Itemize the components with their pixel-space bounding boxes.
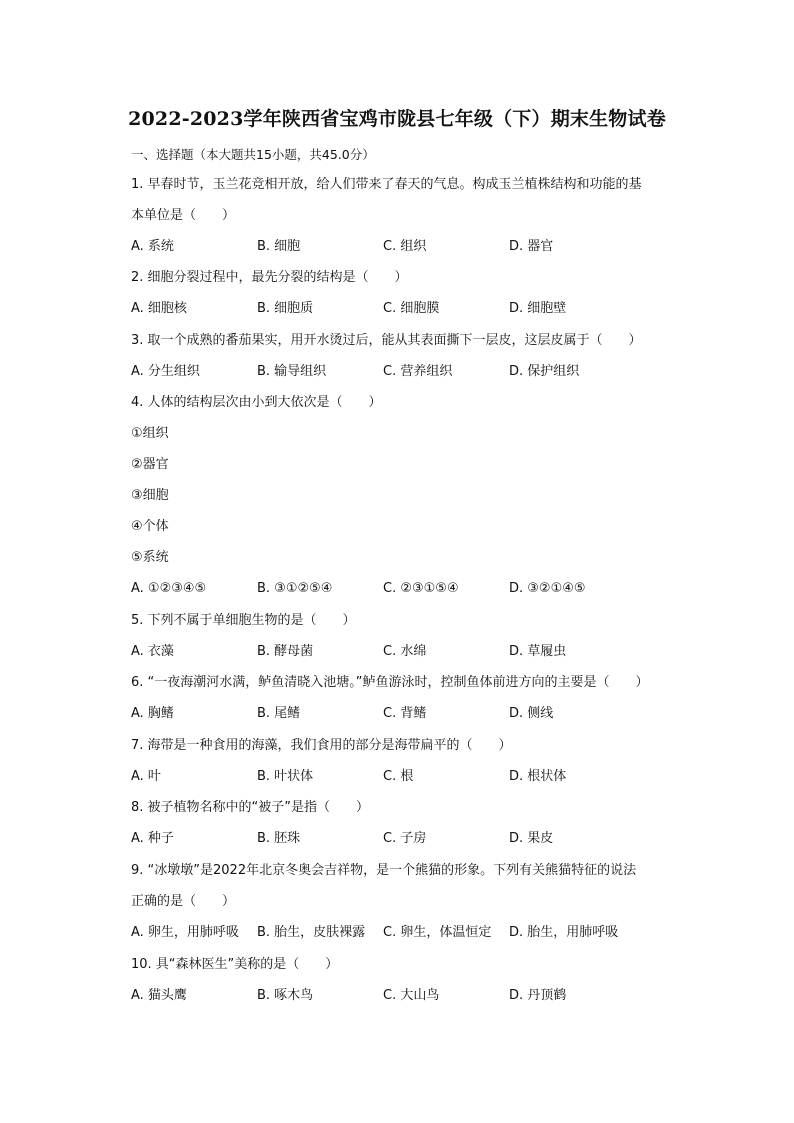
question-9-line-1: 9. “冰墩墩”是2022年北京冬奥会吉祥物，是一个熊猫的形象。下列有关熊猫特征的说法 [131,863,637,878]
question-9-line-2: 正确的是（ ） [131,894,236,909]
option-a: A. 胸鳍 [131,706,174,721]
question-2-options [131,300,691,318]
question-4-item-5: ⑤系统 [131,550,169,565]
option-b: B. 酵母菌 [257,644,314,659]
question-4-item-3: ③细胞 [131,488,169,503]
option-b: B. 胚珠 [257,831,301,846]
question-7-line-1: 7. 海带是一种食用的海藻，我们食用的部分是海带扁平的（ ） [131,738,512,753]
option-d: D. 果皮 [509,831,554,846]
option-d: D. ③②①④⑤ [509,581,586,596]
option-c: C. 组织 [383,239,427,254]
section-heading: 一、选择题（本大题共15小题，共45.0分） [131,147,375,162]
question-7-options [131,768,691,786]
question-9-options [131,924,691,942]
option-c: C. 细胞膜 [383,301,440,316]
question-4-item-4: ④个体 [131,519,169,534]
option-c: C. 子房 [383,831,427,846]
option-c: C. 卵生，体温恒定 [383,925,492,940]
option-c: C. 根 [383,769,414,784]
question-2-line-1: 2. 细胞分裂过程中，最先分裂的结构是（ ） [131,270,408,285]
question-8-line-1: 8. 被子植物名称中的“被子”是指（ ） [131,800,370,815]
option-c: C. 大山鸟 [383,988,440,1003]
option-b: B. 细胞质 [257,301,314,316]
option-a: A. 种子 [131,831,174,846]
option-d: D. 器官 [509,239,554,254]
question-4-options [131,580,691,598]
option-d: D. 胎生，用肺呼吸 [509,925,619,940]
question-3-options [131,363,691,381]
option-a: A. ①②③④⑤ [131,581,207,596]
option-c: C. ②③①⑤④ [383,581,459,596]
option-b: B. ③①②⑤④ [257,581,333,596]
option-b: B. 胎生，皮肤裸露 [257,925,366,940]
question-1-line-2: 本单位是（ ） [131,208,236,223]
option-a: A. 系统 [131,239,174,254]
question-5-line-1: 5. 下列不属于单细胞生物的是（ ） [131,613,356,628]
option-a: A. 分生组织 [131,364,200,379]
option-d: D. 保护组织 [509,364,580,379]
option-b: B. 输导组织 [257,364,327,379]
question-4-item-2: ②器官 [131,457,169,472]
option-d: D. 侧线 [509,706,554,721]
option-d: D. 丹顶鹤 [509,988,567,1003]
option-c: C. 水绵 [383,644,427,659]
option-a: A. 细胞核 [131,301,187,316]
option-b: B. 尾鳍 [257,706,301,721]
option-d: D. 细胞壁 [509,301,567,316]
option-d: D. 根状体 [509,769,567,784]
option-a: A. 叶 [131,769,161,784]
option-d: D. 草履虫 [509,644,567,659]
option-b: B. 细胞 [257,239,301,254]
question-1-options [131,238,691,256]
option-c: C. 背鳍 [383,706,427,721]
option-a: A. 卵生，用肺呼吸 [131,925,239,940]
option-b: B. 啄木鸟 [257,988,314,1003]
question-4-item-1: ①组织 [131,426,169,441]
question-10-options [131,987,691,1005]
exam-title: 2022-2023学年陕西省宝鸡市陇县七年级（下）期末生物试卷 [128,108,666,130]
question-1-line-1: 1. 早春时节，玉兰花竞相开放，给人们带来了春天的气息。构成玉兰植株结构和功能的基 [131,177,642,192]
question-10-line-1: 10. 具“森林医生”美称的是（ ） [131,957,339,972]
option-a: A. 猫头鹰 [131,988,187,1003]
option-a: A. 衣藻 [131,644,174,659]
question-6-options [131,705,691,723]
option-c: C. 营养组织 [383,364,453,379]
question-8-options [131,830,691,848]
question-6-line-1: 6. “一夜海潮河水满，鲈鱼清晓入池塘。”鲈鱼游泳时，控制鱼体前进方向的主要是（ ） [131,675,649,690]
question-3-line-1: 3. 取一个成熟的番茄果实，用开水烫过后，能从其表面撕下一层皮，这层皮属于（ ） [131,333,642,348]
question-4-line-1: 4. 人体的结构层次由小到大依次是（ ） [131,395,382,410]
question-5-options [131,643,691,661]
option-b: B. 叶状体 [257,769,314,784]
